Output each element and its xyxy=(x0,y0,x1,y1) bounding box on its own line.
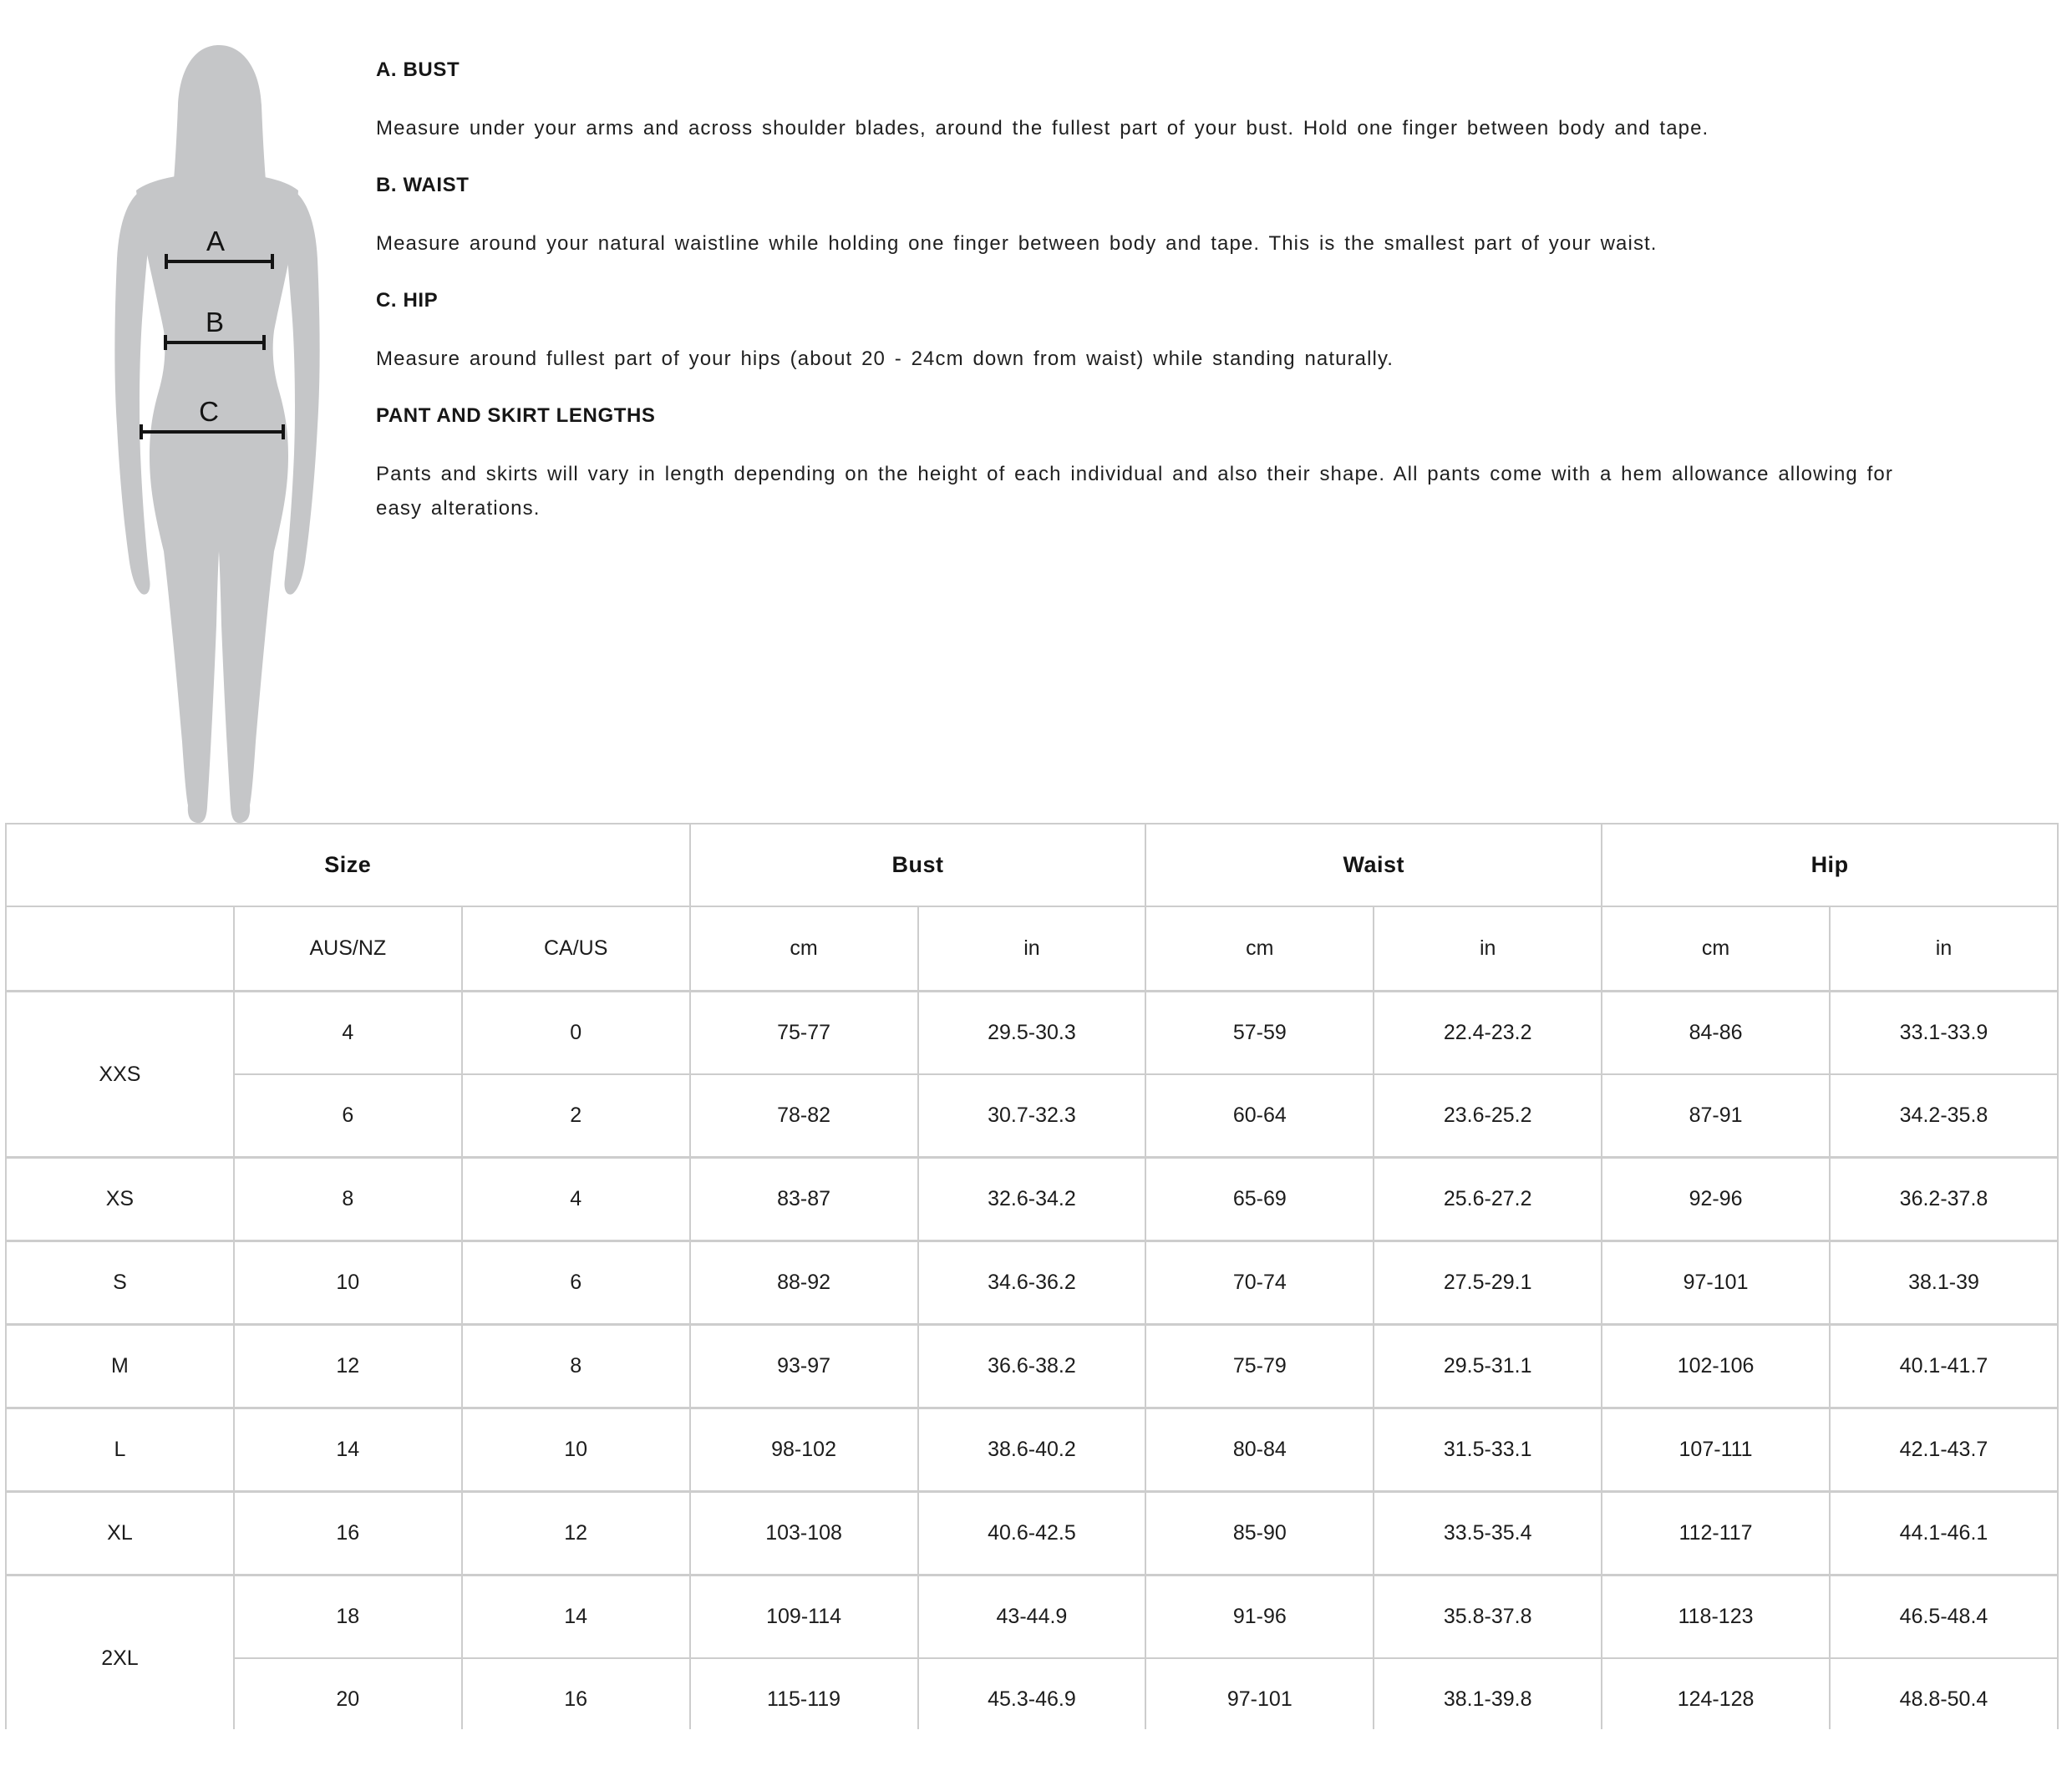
measurement-cell: 38.1-39.8 xyxy=(1374,1658,1602,1729)
section-heading-hip: C. HIP xyxy=(376,289,439,312)
sub-header-bust-cm: cm xyxy=(690,906,918,992)
measurement-cell: 12 xyxy=(462,1492,690,1575)
column-group-bust: Bust xyxy=(690,824,1146,906)
measurement-cell: 36.6-38.2 xyxy=(918,1325,1146,1408)
column-group-header-row xyxy=(6,824,2058,906)
measurement-cell: 34.2-35.8 xyxy=(1830,1074,2058,1158)
measurement-cell: 32.6-34.2 xyxy=(918,1158,1146,1241)
measurement-cell: 36.2-37.8 xyxy=(1830,1158,2058,1241)
size-chart-table xyxy=(5,823,2059,1729)
measurement-cell: 92-96 xyxy=(1602,1158,1830,1241)
measurement-cell: 84-86 xyxy=(1602,992,1830,1075)
marker-label-a: A xyxy=(206,226,226,256)
marker-label-c: C xyxy=(199,396,219,427)
measurement-cell: 34.6-36.2 xyxy=(918,1241,1146,1325)
table-row xyxy=(6,1492,2058,1575)
measurement-cell: 115-119 xyxy=(690,1658,918,1729)
measurement-cell: 30.7-32.3 xyxy=(918,1074,1146,1158)
sub-header-ausnz: AUS/NZ xyxy=(234,906,462,992)
measurement-cell: 75-79 xyxy=(1145,1325,1374,1408)
body-silhouette-graphic xyxy=(109,40,334,825)
size-label-cell: XL xyxy=(6,1492,234,1575)
measurement-cell: 112-117 xyxy=(1602,1492,1830,1575)
measurement-cell: 35.8-37.8 xyxy=(1374,1575,1602,1659)
sub-header-blank xyxy=(6,906,234,992)
measurement-cell: 93-97 xyxy=(690,1325,918,1408)
size-label-cell: 2XL xyxy=(6,1575,234,1730)
table-row xyxy=(6,1325,2058,1408)
sub-header-bust-in: in xyxy=(918,906,1146,992)
measurement-cell: 118-123 xyxy=(1602,1575,1830,1659)
table-row xyxy=(6,992,2058,1075)
measurement-cell: 88-92 xyxy=(690,1241,918,1325)
table-row xyxy=(6,1575,2058,1659)
marker-label-b: B xyxy=(205,307,225,337)
column-group-waist: Waist xyxy=(1145,824,1602,906)
measurement-cell: 57-59 xyxy=(1145,992,1374,1075)
measurement-cell: 10 xyxy=(462,1408,690,1492)
table-row xyxy=(6,1074,2058,1158)
measurement-cell: 97-101 xyxy=(1145,1658,1374,1729)
measurement-cell: 33.1-33.9 xyxy=(1830,992,2058,1075)
left-arm-shape xyxy=(114,192,152,595)
measurement-cell: 75-77 xyxy=(690,992,918,1075)
table-row xyxy=(6,1408,2058,1492)
column-group-size: Size xyxy=(6,824,690,906)
measurement-cell: 16 xyxy=(234,1492,462,1575)
measurement-cell: 16 xyxy=(462,1658,690,1729)
table-row xyxy=(6,1241,2058,1325)
sub-header-hip-cm: cm xyxy=(1602,906,1830,992)
size-label-cell: M xyxy=(6,1325,234,1408)
sub-header-caus: CA/US xyxy=(462,906,690,992)
measurement-cell: 38.6-40.2 xyxy=(918,1408,1146,1492)
section-heading-bust: A. BUST xyxy=(376,58,460,81)
measurement-cell: 6 xyxy=(234,1074,462,1158)
section-body-hip: Measure around fullest part of your hips (about 20 - 24cm down from waist) while standing naturally. xyxy=(376,348,1394,370)
measurement-cell: 65-69 xyxy=(1145,1158,1374,1241)
measurement-cell: 40.1-41.7 xyxy=(1830,1325,2058,1408)
measurement-cell: 12 xyxy=(234,1325,462,1408)
section-body-pant-skirt: Pants and skirts will vary in length depending on the height of each individual and also their shape. All pants come with a hem allowance allowing for easy alterations. xyxy=(376,463,1893,520)
measurement-cell: 18 xyxy=(234,1575,462,1659)
torso-legs-shape xyxy=(136,173,298,823)
measurement-cell: 4 xyxy=(462,1158,690,1241)
measurement-cell: 42.1-43.7 xyxy=(1830,1408,2058,1492)
measurement-cell: 60-64 xyxy=(1145,1074,1374,1158)
measurement-figure xyxy=(109,40,334,825)
measurement-cell: 25.6-27.2 xyxy=(1374,1158,1602,1241)
size-label-cell: L xyxy=(6,1408,234,1492)
measurement-cell: 87-91 xyxy=(1602,1074,1830,1158)
measurement-cell: 4 xyxy=(234,992,462,1075)
size-label-cell: XS xyxy=(6,1158,234,1241)
measurement-cell: 23.6-25.2 xyxy=(1374,1074,1602,1158)
size-chart-container xyxy=(5,823,2059,1729)
measurement-cell: 91-96 xyxy=(1145,1575,1374,1659)
measurement-cell: 27.5-29.1 xyxy=(1374,1241,1602,1325)
measurement-cell: 20 xyxy=(234,1658,462,1729)
measurement-cell: 14 xyxy=(462,1575,690,1659)
measurement-cell: 29.5-31.1 xyxy=(1374,1325,1602,1408)
measurement-cell: 2 xyxy=(462,1074,690,1158)
measurement-cell: 102-106 xyxy=(1602,1325,1830,1408)
measurement-cell: 33.5-35.4 xyxy=(1374,1492,1602,1575)
measurement-cell: 48.8-50.4 xyxy=(1830,1658,2058,1729)
measurement-cell: 103-108 xyxy=(690,1492,918,1575)
measurement-cell: 83-87 xyxy=(690,1158,918,1241)
section-body-bust: Measure under your arms and across shoulder blades, around the fullest part of your bust. Hold one finger between body and tape. xyxy=(376,117,1709,140)
table-row xyxy=(6,1658,2058,1729)
measurement-cell: 44.1-46.1 xyxy=(1830,1492,2058,1575)
measurement-cell: 0 xyxy=(462,992,690,1075)
section-heading-waist: B. WAIST xyxy=(376,174,470,196)
table-row xyxy=(6,1158,2058,1241)
size-label-cell: S xyxy=(6,1241,234,1325)
measurement-cell: 31.5-33.1 xyxy=(1374,1408,1602,1492)
column-group-hip: Hip xyxy=(1602,824,2058,906)
measurement-cell: 97-101 xyxy=(1602,1241,1830,1325)
measurement-cell: 107-111 xyxy=(1602,1408,1830,1492)
section-heading-pant-skirt: PANT AND SKIRT LENGTHS xyxy=(376,404,656,427)
measurement-cell: 29.5-30.3 xyxy=(918,992,1146,1075)
measurement-cell: 85-90 xyxy=(1145,1492,1374,1575)
measurement-cell: 80-84 xyxy=(1145,1408,1374,1492)
measurement-cell: 70-74 xyxy=(1145,1241,1374,1325)
measurement-cell: 40.6-42.5 xyxy=(918,1492,1146,1575)
measurement-cell: 78-82 xyxy=(690,1074,918,1158)
measurement-cell: 8 xyxy=(234,1158,462,1241)
sub-header-waist-cm: cm xyxy=(1145,906,1374,992)
measurement-cell: 46.5-48.4 xyxy=(1830,1575,2058,1659)
measurement-cell: 43-44.9 xyxy=(918,1575,1146,1659)
measurement-cell: 124-128 xyxy=(1602,1658,1830,1729)
measurement-cell: 6 xyxy=(462,1241,690,1325)
measurement-cell: 22.4-23.2 xyxy=(1374,992,1602,1075)
measurement-cell: 45.3-46.9 xyxy=(918,1658,1146,1729)
sub-header-hip-in: in xyxy=(1830,906,2058,992)
sub-header-row xyxy=(6,906,2058,992)
size-label-cell: XXS xyxy=(6,992,234,1158)
measurement-cell: 10 xyxy=(234,1241,462,1325)
measurement-cell: 38.1-39 xyxy=(1830,1241,2058,1325)
section-body-waist: Measure around your natural waistline while holding one finger between body and tape. This is the smallest part of your waist. xyxy=(376,232,1658,255)
measurement-cell: 98-102 xyxy=(690,1408,918,1492)
measurement-cell: 109-114 xyxy=(690,1575,918,1659)
measurement-cell: 8 xyxy=(462,1325,690,1408)
measurement-cell: 14 xyxy=(234,1408,462,1492)
sub-header-waist-in: in xyxy=(1374,906,1602,992)
measurement-instructions xyxy=(376,58,1922,554)
